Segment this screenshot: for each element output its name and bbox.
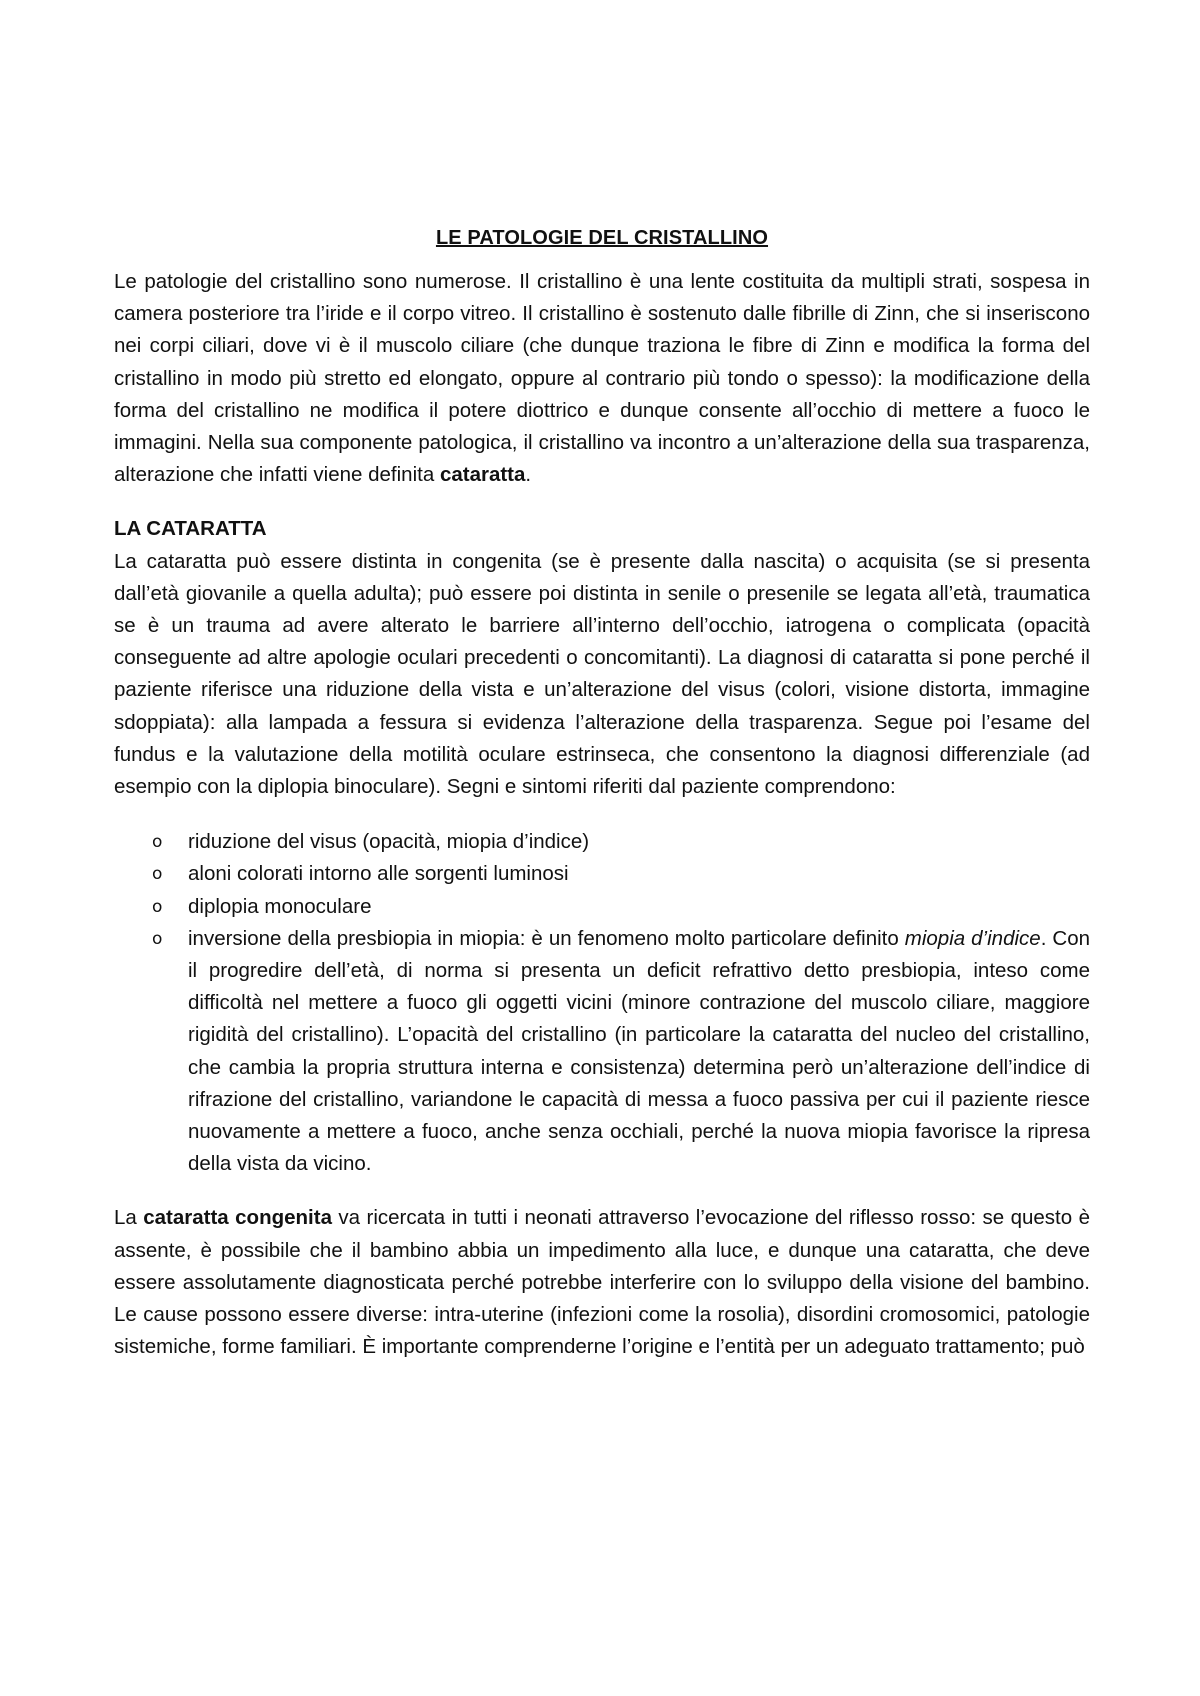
bullet-icon: o <box>152 896 163 917</box>
list-item-text: inversione della presbiopia in miopia: è un fenomeno molto particolare definito <box>188 926 905 950</box>
intro-paragraph <box>114 266 1090 491</box>
list-item <box>114 923 1090 1181</box>
intro-bold-term: cataratta <box>439 463 526 487</box>
document-page <box>114 222 1090 1364</box>
list-item <box>114 858 1090 890</box>
list-item-italic-term: miopia d’indice <box>904 926 1041 950</box>
section-paragraph: La cataratta può essere distinta in congenita (se è presente dalla nascita) o acquisita (se si presenta dall’età giovanile a quella adulta); può essere poi distinta in senile o presenile se legata all’età, traumatica se è un trauma ad avere alterato le barriere all’interno dell’occhio, iatrogena o complicata (opacità conseguente ad altre apologie oculari precedenti o concomitanti). La diagnosi di cataratta si pone perché il paziente riferisce una riduzione della vista e un’alterazione del visus (colori, visione distorta, immagine sdoppiata): alla lampada a fessura si evidenza l’alterazione della trasparenza. Segue poi l’esame del fundus e la valutazione della motilità oculare estrinseca, che consentono la diagnosi differenziale (ad esempio con la diplopia binoculare). Segni e sintomi riferiti dal paziente comprendono: <box>114 549 1090 799</box>
congenital-bold-term: cataratta congenita <box>143 1206 332 1230</box>
bullet-icon: o <box>152 928 163 949</box>
congenital-text: va ricercata in tutti i neonati attraverso l’evocazione del riflesso rosso: se questo è assente, è possibile che il bambino abbia un impedimento alla luce, e dunque una cataratta, che deve essere assolutamente diagnosticata perché potrebbe interferire con lo sviluppo della visione del bambino. Le cause possono essere diverse: intra-uterine (infezioni come la rosolia), disordini cromosomici, patologie sistemiche, forme familiari. È importante comprenderne l’origine e l’entità per un adeguato trattamento; può <box>114 1206 1090 1359</box>
section-heading: LA CATARATTA <box>114 517 267 541</box>
list-item-text: diplopia monoculare <box>188 894 372 918</box>
congenital-text-start: La <box>114 1206 144 1230</box>
list-item-text: aloni colorati intorno alle sorgenti luminosi <box>188 862 569 886</box>
document-title: LE PATOLOGIE DEL CRISTALLINO <box>435 227 769 249</box>
list-item <box>114 826 1090 858</box>
bullet-icon: o <box>152 832 163 853</box>
bullet-icon: o <box>152 864 163 885</box>
intro-text: Le patologie del cristallino sono numerose. Il cristallino è una lente costituita da multipli strati, sospesa in camera posteriore tra l’iride e il corpo vitreo. Il cristallino è sostenuto dalle fibrille di Zinn, che si inseriscono nei corpi ciliari, dove vi è il muscolo ciliare (che dunque traziona le fibre di Zinn e modifica la forma del cristallino in modo più stretto ed elongato, oppure al contrario più tondo o spesso): la modificazione della forma del cristallino ne modifica il potere diottrico e dunque consente all’occhio di mettere a fuoco le immagini. Nella sua componente patologica, il cristallino va incontro a un’alterazione della sua trasparenza, alterazione che infatti viene definita <box>114 270 1090 487</box>
congenital-paragraph <box>114 1202 1090 1363</box>
symptom-list <box>114 826 1090 1180</box>
list-item-text-cont: . Con il progredire dell’età, di norma si presenta un deficit refrattivo detto presbiopia, inteso come difficoltà nel mettere a fuoco gli oggetti vicini (minore contrazione del muscolo ciliare, maggiore rigidità del cristallino). L’opacità del cristallino (in particolare la cataratta del nucleo del cristallino, che cambia la propria struttura interna e consistenza) determina però un’alterazione dell’indice di rifrazione del cristallino, variandone le capacità di messa a fuoco passiva per cui il paziente riesce nuovamente a mettere a fuoco, anche senza occhiali, perché la nuova miopia favorisce la ripresa della vista da vicino. <box>188 926 1090 1176</box>
list-item-text: riduzione del visus (opacità, miopia d’indice) <box>188 830 590 854</box>
intro-end: . <box>525 463 532 487</box>
list-item <box>114 891 1090 923</box>
